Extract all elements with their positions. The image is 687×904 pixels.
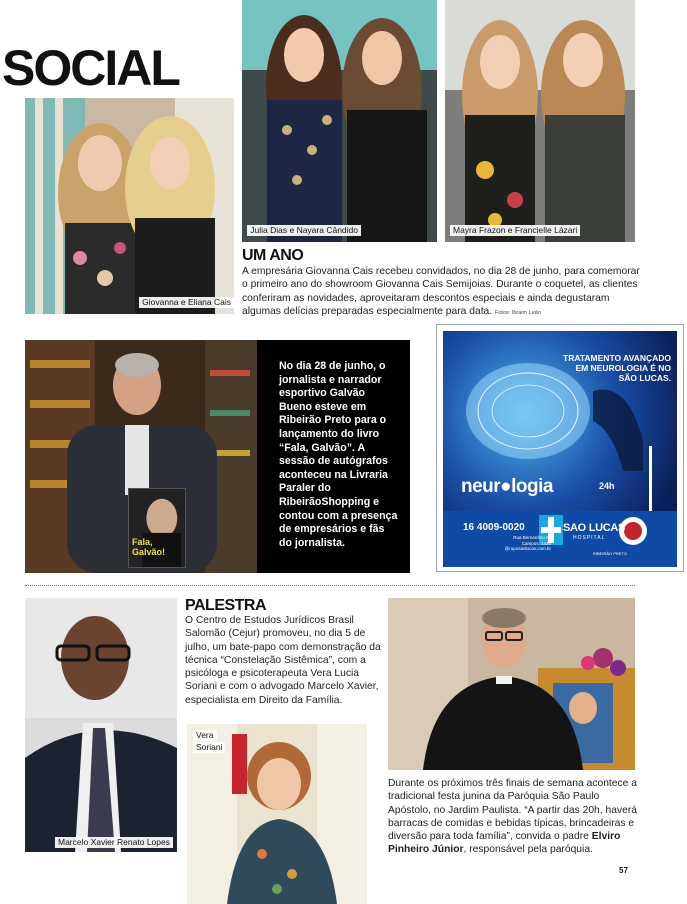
photo-mayra-francielle [445,0,635,242]
ad-city: RIBEIRÃO PRETO [593,551,627,556]
photo-caption: Mayra Frazon e Francielle Lázari [450,225,580,236]
heading-um-ano: UM ANO [242,247,304,264]
ad-brand: neur●logia [461,476,553,497]
section-divider [25,585,635,586]
festa-body [388,777,638,857]
photo-giovanna-eliana [25,98,234,314]
photo-caption: Julia Dias e Nayara Cândido [247,225,361,236]
galvao-text-box [257,340,410,573]
um-ano-body [242,265,642,320]
galvao-body: No dia 28 de junho, o jornalista e narrador esportivo Galvão Bueno esteve em Ribeirão Preto para o lançamento do livro “Fala, Galvão”. A sessão de autógrafos aconteceu na Livraria Paraler do RibeirãoShopping e contou com a presença de empresários e fãs do jornalista. [279,360,398,549]
festa-text-bold: Elviro Pinheiro Júnior [388,831,621,856]
photo-marcelo-xavier [25,598,177,852]
book-cover [128,488,186,568]
photo-caption: Vera [193,730,217,741]
um-ano-text: A empresária Giovanna Cais recebeu convidados, no dia 28 de junho, para comemorar o primeiro ano do showroom Giovanna Cais Semijoias. Durante o coquetel, as clientes conferiram as novidades, aproveitaram descontos especiais e ainda degustaram algumas delícias preparadas especialmente para data. [242,266,640,317]
photo-caption: Soriani [193,742,225,753]
photo-julia-nayara [242,0,437,242]
photo-caption: Marcelo Xavier Renato Lopes [55,837,173,848]
photo-elviro-pinheiro [388,598,635,770]
page-number: 57 [619,866,628,875]
ad-headline: TRATAMENTO AVANÇADO EM NEUROLOGIA É NO SÃO LUCAS. [563,353,671,383]
festa-text-2: , responsável pela paróquia. [463,844,593,856]
photo-vera-soriani [187,724,367,904]
heading-palestra: PALESTRA [185,597,267,614]
ad-background [443,331,677,567]
ad-sao-lucas[interactable] [436,324,684,572]
photo-caption: Giovanna e Eliana Cais [139,297,234,308]
ad-24h-badge: 24h [599,481,615,491]
ad-hospital-name: SAO LUCAS [563,522,626,534]
section-title: SOCIAL [2,40,179,96]
palestra-body: O Centro de Estudos Jurídicos Brasil Salomão (Cejur) promoveu, no dia 5 de julho, um bate-papo com demonstração da técnica “Constelação Sistêmica”, com a psicóloga e psicoterapeuta Vera Lucia Soriani e com o advogado Marcelo Xavier, especialista em Direito da Família. [185,615,381,706]
ad-phone: 16 4009-0020 [463,522,525,533]
festa-text-1: Durante os próximos três finais de semana acontece a tradicional festa junina da Paróquia São Paulo Apóstolo, no Jardim Paulista. “A partir das 20h, haverá barracas de comidas e bebidas típicas, brincadeiras e diversão para toda família”, convida o padre [388,778,637,843]
ad-address: Rua Bernardino de Campos, 1426 @ruposaolucas.com.br [504,535,551,551]
photo-credit: Fotos: Ibraim Leão [495,309,541,316]
book-title: Fala, Galvão! [132,537,166,557]
ad-hospital-sub: HOSPITAL [573,535,606,541]
